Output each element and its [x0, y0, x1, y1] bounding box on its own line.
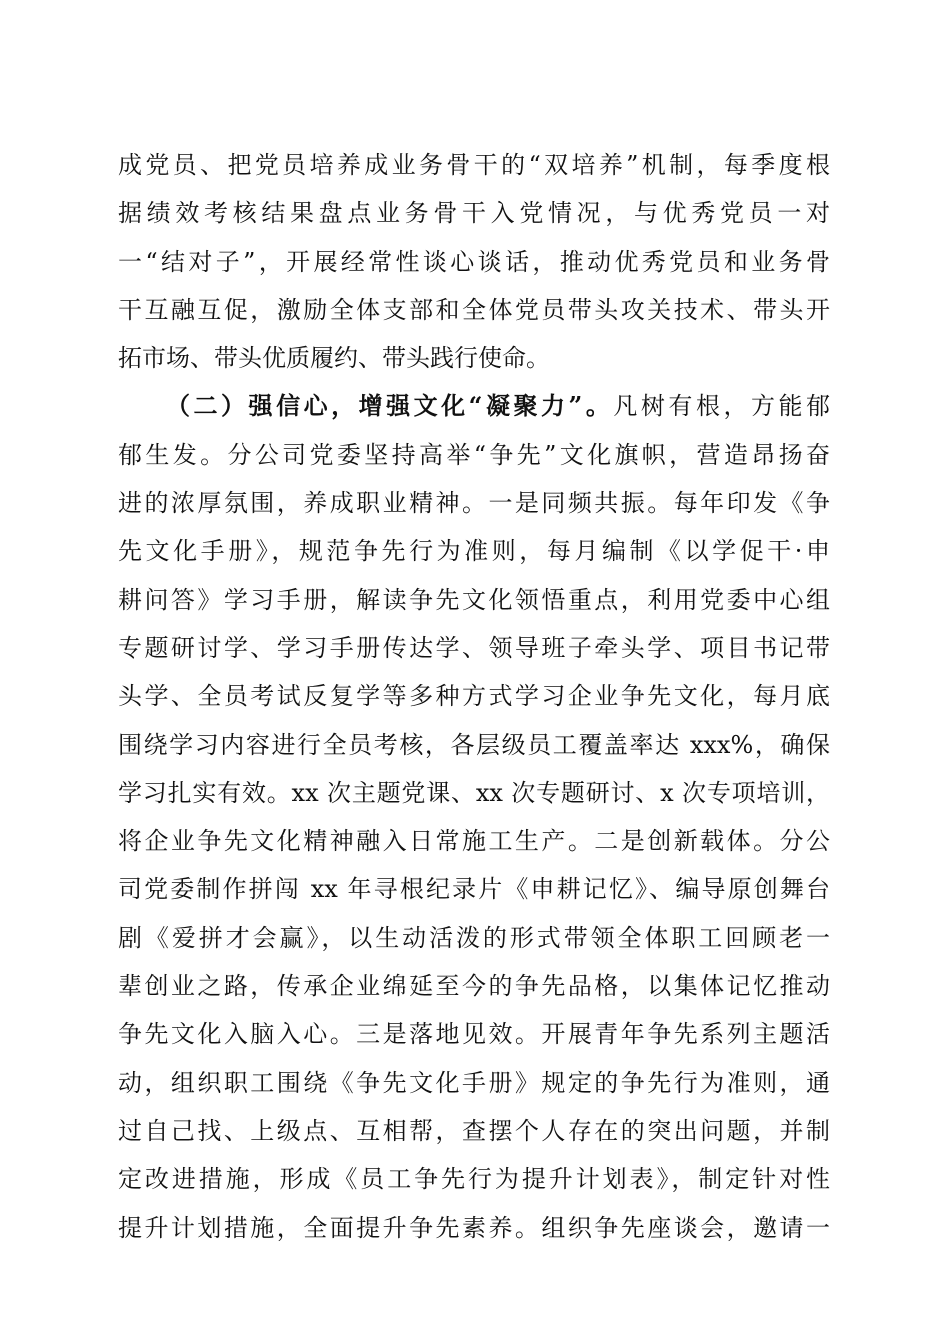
document-body [118, 141, 830, 1252]
section-heading: （二）强信心，增强文化“凝聚力”。 [166, 391, 614, 421]
text-fragment: 凡树有根，方能郁 [613, 392, 831, 421]
text-line: 争先文化入脑入心。三是落地见效。开展青年争先系列主题活 [118, 1020, 830, 1049]
text-line: 动，组织职工围绕《争先文化手册》规定的争先行为准则，通 [118, 1068, 830, 1097]
text-line: 专题研讨学、学习手册传达学、领导班子牵头学、项目书记带 [118, 633, 830, 662]
text-line: 围绕学习内容进行全员考核，各层级员工覆盖率达 xxx%，确保 [118, 730, 830, 759]
text-line: 成党员、把党员培养成业务骨干的“双培养”机制，每季度根 [118, 151, 830, 179]
text-line: 一“结对子”，开展经常性谈心谈话，推动优秀党员和业务骨 [118, 247, 830, 276]
section-heading-line [118, 382, 830, 430]
text-line: 提升计划措施，全面提升争先素养。组织争先座谈会，邀请一 [118, 1213, 830, 1242]
text-line: 郁生发。分公司党委坚持高举“争先”文化旗帜，营造昂扬奋 [118, 440, 830, 469]
text-line: 定改进措施，形成《员工争先行为提升计划表》，制定针对性 [118, 1165, 830, 1194]
text-line: 剧《爱拼才会赢》，以生动活泼的形式带领全体职工回顾老一 [118, 923, 830, 952]
text-line: 学习扎实有效。xx 次主题党课、xx 次专题研讨、x 次专项培训， [118, 778, 830, 807]
text-line: 头学、全员考试反复学等多种方式学习企业争先文化，每月底 [118, 682, 830, 711]
text-line: 司党委制作拼闯 xx 年寻根纪录片《申耕记忆》、编导原创舞台 [118, 875, 830, 904]
text-line: 耕问答》学习手册，解读争先文化领悟重点，利用党委中心组 [118, 585, 830, 614]
text-line: 干互融互促，激励全体支部和全体党员带头攻关技术、带头开 [118, 295, 830, 324]
text-line: 辈创业之路，传承企业绵延至今的争先品格，以集体记忆推动 [118, 972, 830, 1001]
text-line: 拓市场、带头优质履约、带头践行使命。 [118, 344, 550, 373]
text-line: 先文化手册》，规范争先行为准则，每月编制《以学促干·申 [118, 537, 830, 566]
text-line: 据绩效考核结果盘点业务骨干入党情况，与优秀党员一对 [118, 199, 830, 228]
text-line: 过自己找、上级点、互相帮，查摆个人存在的突出问题，并制 [118, 1116, 830, 1145]
text-line: 进的浓厚氛围，养成职业精神。一是同频共振。每年印发《争 [118, 489, 830, 518]
text-line: 将企业争先文化精神融入日常施工生产。二是创新载体。分公 [118, 827, 830, 856]
